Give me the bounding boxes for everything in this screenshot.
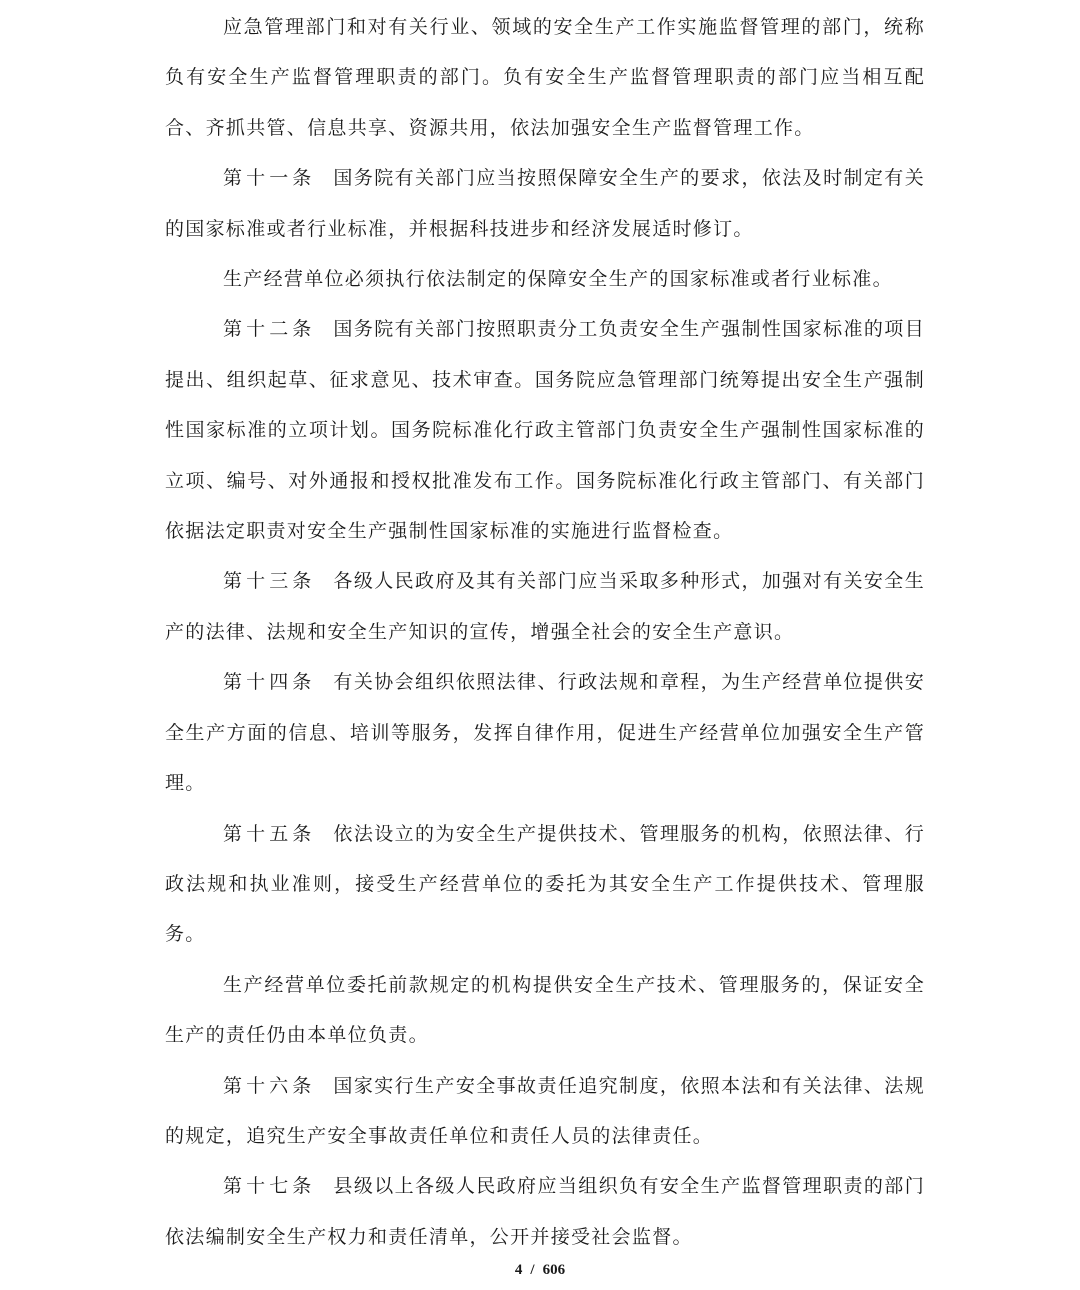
paragraph-15-2 [165, 960, 925, 1061]
paragraph-text: 国家实行生产安全事故责任追究制度，依照本法和有关法律、法规的规定，追究生产安全事故责任单位和责任人员的法律责任。 [165, 1074, 925, 1147]
article-number: 第十一条 [223, 167, 316, 190]
page-separator: / [530, 1262, 535, 1278]
article-17 [165, 1161, 925, 1262]
article-number: 第十五条 [223, 822, 316, 845]
article-number: 第十二条 [223, 318, 316, 341]
paragraph-text: 依法设立的为安全生产提供技术、管理服务的机构，依照法律、行政法规和执业准则，接受生产经营单位的委托为其安全生产工作提供技术、管理服务。 [165, 822, 925, 946]
article-number: 第十三条 [223, 570, 316, 593]
paragraph-text: 有关协会组织依照法律、行政法规和章程，为生产经营单位提供安全生产方面的信息、培训等服务，发挥自律作用，促进生产经营单位加强安全生产管理。 [165, 671, 925, 795]
paragraph-text: 县级以上各级人民政府应当组织负有安全生产监督管理职责的部门依法编制安全生产权力和责任清单，公开并接受社会监督。 [165, 1175, 925, 1248]
paragraph-continuation [165, 2, 925, 153]
article-14 [165, 657, 925, 808]
paragraph-text: 国务院有关部门按照职责分工负责安全生产强制性国家标准的项目提出、组织起草、征求意见、技术审查。国务院应急管理部门统筹提出安全生产强制性国家标准的立项计划。国务院标准化行政主管部门负责安全生产强制性国家标准的立项、编号、对外通报和授权批准发布工作。国务院标准化行政主管部门、有关部门依据法定职责对安全生产强制性国家标准的实施进行监督检查。 [165, 318, 925, 543]
article-15 [165, 809, 925, 960]
article-16 [165, 1061, 925, 1162]
paragraph-text: 生产经营单位必须执行依法制定的保障安全生产的国家标准或者行业标准。 [223, 268, 893, 291]
article-number: 第十七条 [223, 1175, 316, 1198]
article-12 [165, 304, 925, 556]
total-pages: 606 [542, 1262, 566, 1278]
page-number [0, 1262, 1080, 1279]
paragraph-text: 各级人民政府及其有关部门应当采取多种形式，加强对有关安全生产的法律、法规和安全生产知识的宣传，增强全社会的安全生产意识。 [165, 570, 925, 643]
article-11 [165, 153, 925, 254]
paragraph-11-2 [165, 254, 925, 304]
paragraph-text: 应急管理部门和对有关行业、领域的安全生产工作实施监督管理的部门，统称负有安全生产监督管理职责的部门。负有安全生产监督管理职责的部门应当相互配合、齐抓共管、信息共享、资源共用，依法加强安全生产监督管理工作。 [165, 16, 925, 139]
paragraph-text: 生产经营单位委托前款规定的机构提供安全生产技术、管理服务的，保证安全生产的责任仍由本单位负责。 [165, 973, 925, 1047]
current-page: 4 [514, 1262, 523, 1278]
paragraph-text: 国务院有关部门应当按照保障安全生产的要求，依法及时制定有关的国家标准或者行业标准，并根据科技进步和经济发展适时修订。 [165, 167, 925, 240]
article-number: 第十六条 [223, 1074, 316, 1097]
article-number: 第十四条 [223, 671, 316, 694]
document-page [165, 2, 925, 1262]
article-13 [165, 556, 925, 657]
